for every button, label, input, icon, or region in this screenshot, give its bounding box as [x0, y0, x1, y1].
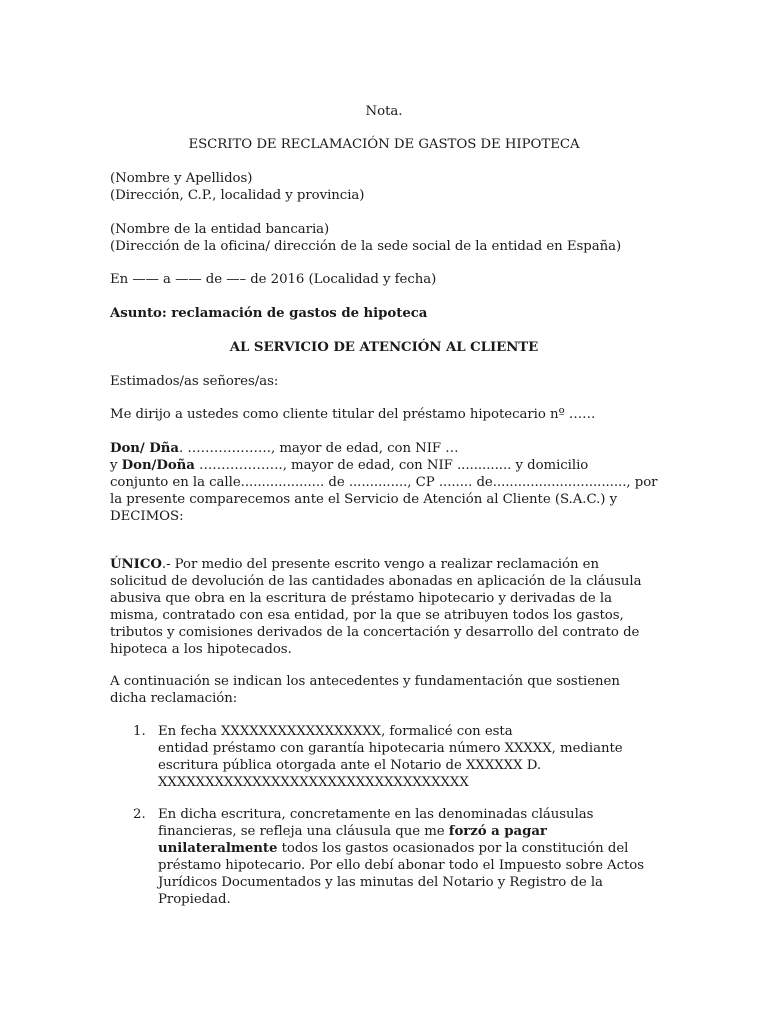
- party-2-line: [110, 457, 588, 474]
- item-2-text: financieras, se refleja una cláusula que me: [158, 824, 449, 839]
- list-item-number: 1.: [133, 724, 146, 739]
- sender-address: (Dirección, C.P., localidad y provincia): [110, 188, 365, 203]
- item-2-line: préstamo hipotecario. Por ello debí abonar todo el Impuesto sobre Actos: [158, 858, 645, 873]
- item-2-line: Propiedad.: [158, 892, 231, 907]
- item-2-text: todos los gastos ocasionados por la constitución del: [277, 841, 629, 856]
- parties-appearance-line: la presente comparecemos ante el Servicio de Atención al Cliente (S.A.C.) y: [110, 492, 618, 507]
- date-line: En —— a —— de —– de 2016 (Localidad y fecha): [110, 272, 437, 287]
- unico-line: tributos y comisiones derivados de la concertación y desarrollo del contrato de: [110, 625, 640, 640]
- continuation-line: dicha reclamación:: [110, 691, 238, 706]
- item-2-line: [158, 840, 628, 857]
- item-1-line: entidad préstamo con garantía hipotecaria número XXXXX, mediante: [158, 741, 623, 756]
- item-1-line: XXXXXXXXXXXXXXXXXXXXXXXXXXXXXXXXX: [158, 775, 469, 790]
- party-1-details: . ………………., mayor de edad, con NIF …: [178, 441, 459, 456]
- item-1-line: En fecha XXXXXXXXXXXXXXXXX, formalicé con esta: [158, 724, 513, 739]
- unico-first-line: [110, 556, 599, 573]
- intro-paragraph: Me dirijo a ustedes como cliente titular del préstamo hipotecario nº ……: [110, 407, 596, 422]
- continuation-line: A continuación se indican los antecedentes y fundamentación que sostienen: [110, 674, 620, 689]
- unico-line: solicitud de devolución de las cantidades abonadas en aplicación de la cláusula: [110, 574, 642, 589]
- item-2-line: Jurídicos Documentados y las minutas del Notario y Registro de la: [158, 875, 603, 890]
- list-item-number: 2.: [133, 807, 146, 822]
- party-1-label: Don/ Dña: [110, 441, 179, 456]
- recipient-name: (Nombre de la entidad bancaria): [110, 222, 330, 237]
- greeting: Estimados/as señores/as:: [110, 374, 279, 389]
- addressee-heading: AL SERVICIO DE ATENCIÓN AL CLIENTE: [229, 340, 539, 355]
- item-1-line: escritura pública otorgada ante el Notario de XXXXXX D.: [158, 758, 542, 773]
- item-2-emphasis: forzó a pagar: [448, 824, 547, 839]
- unico-first-text: .- Por medio del presente escrito vengo a realizar reclamación en: [161, 557, 600, 572]
- party-1-line: [110, 440, 459, 457]
- sender-name: (Nombre y Apellidos): [110, 171, 253, 186]
- parties-address-line: conjunto en la calle.................... de .............., CP ........ de................................, por: [110, 475, 658, 490]
- party-2-prefix: y: [110, 458, 122, 473]
- item-2-line: En dicha escritura, concretamente en las denominadas cláusulas: [158, 807, 594, 822]
- parties-decimos: DECIMOS:: [110, 509, 184, 524]
- party-2-details: ………………., mayor de edad, con NIF ............. y domicilio: [194, 458, 589, 473]
- unico-line: hipoteca a los hipotecados.: [110, 642, 292, 657]
- item-2-line: [158, 823, 547, 840]
- note-heading: Nota.: [365, 104, 403, 119]
- unico-line: abusiva que obra en la escritura de préstamo hipotecario y derivadas de la: [110, 591, 612, 606]
- party-2-label: Don/Doña: [121, 458, 195, 473]
- item-2-emphasis: unilateralmente: [158, 841, 278, 856]
- recipient-address: (Dirección de la oficina/ dirección de la sede social de la entidad en España): [110, 239, 622, 254]
- subject-line: Asunto: reclamación de gastos de hipoteca: [110, 306, 428, 321]
- unico-label: ÚNICO: [110, 557, 162, 572]
- unico-line: misma, contratado con esa entidad, por la que se atribuyen todos los gastos,: [110, 608, 624, 623]
- document-title: ESCRITO DE RECLAMACIÓN DE GASTOS DE HIPOTECA: [188, 137, 580, 152]
